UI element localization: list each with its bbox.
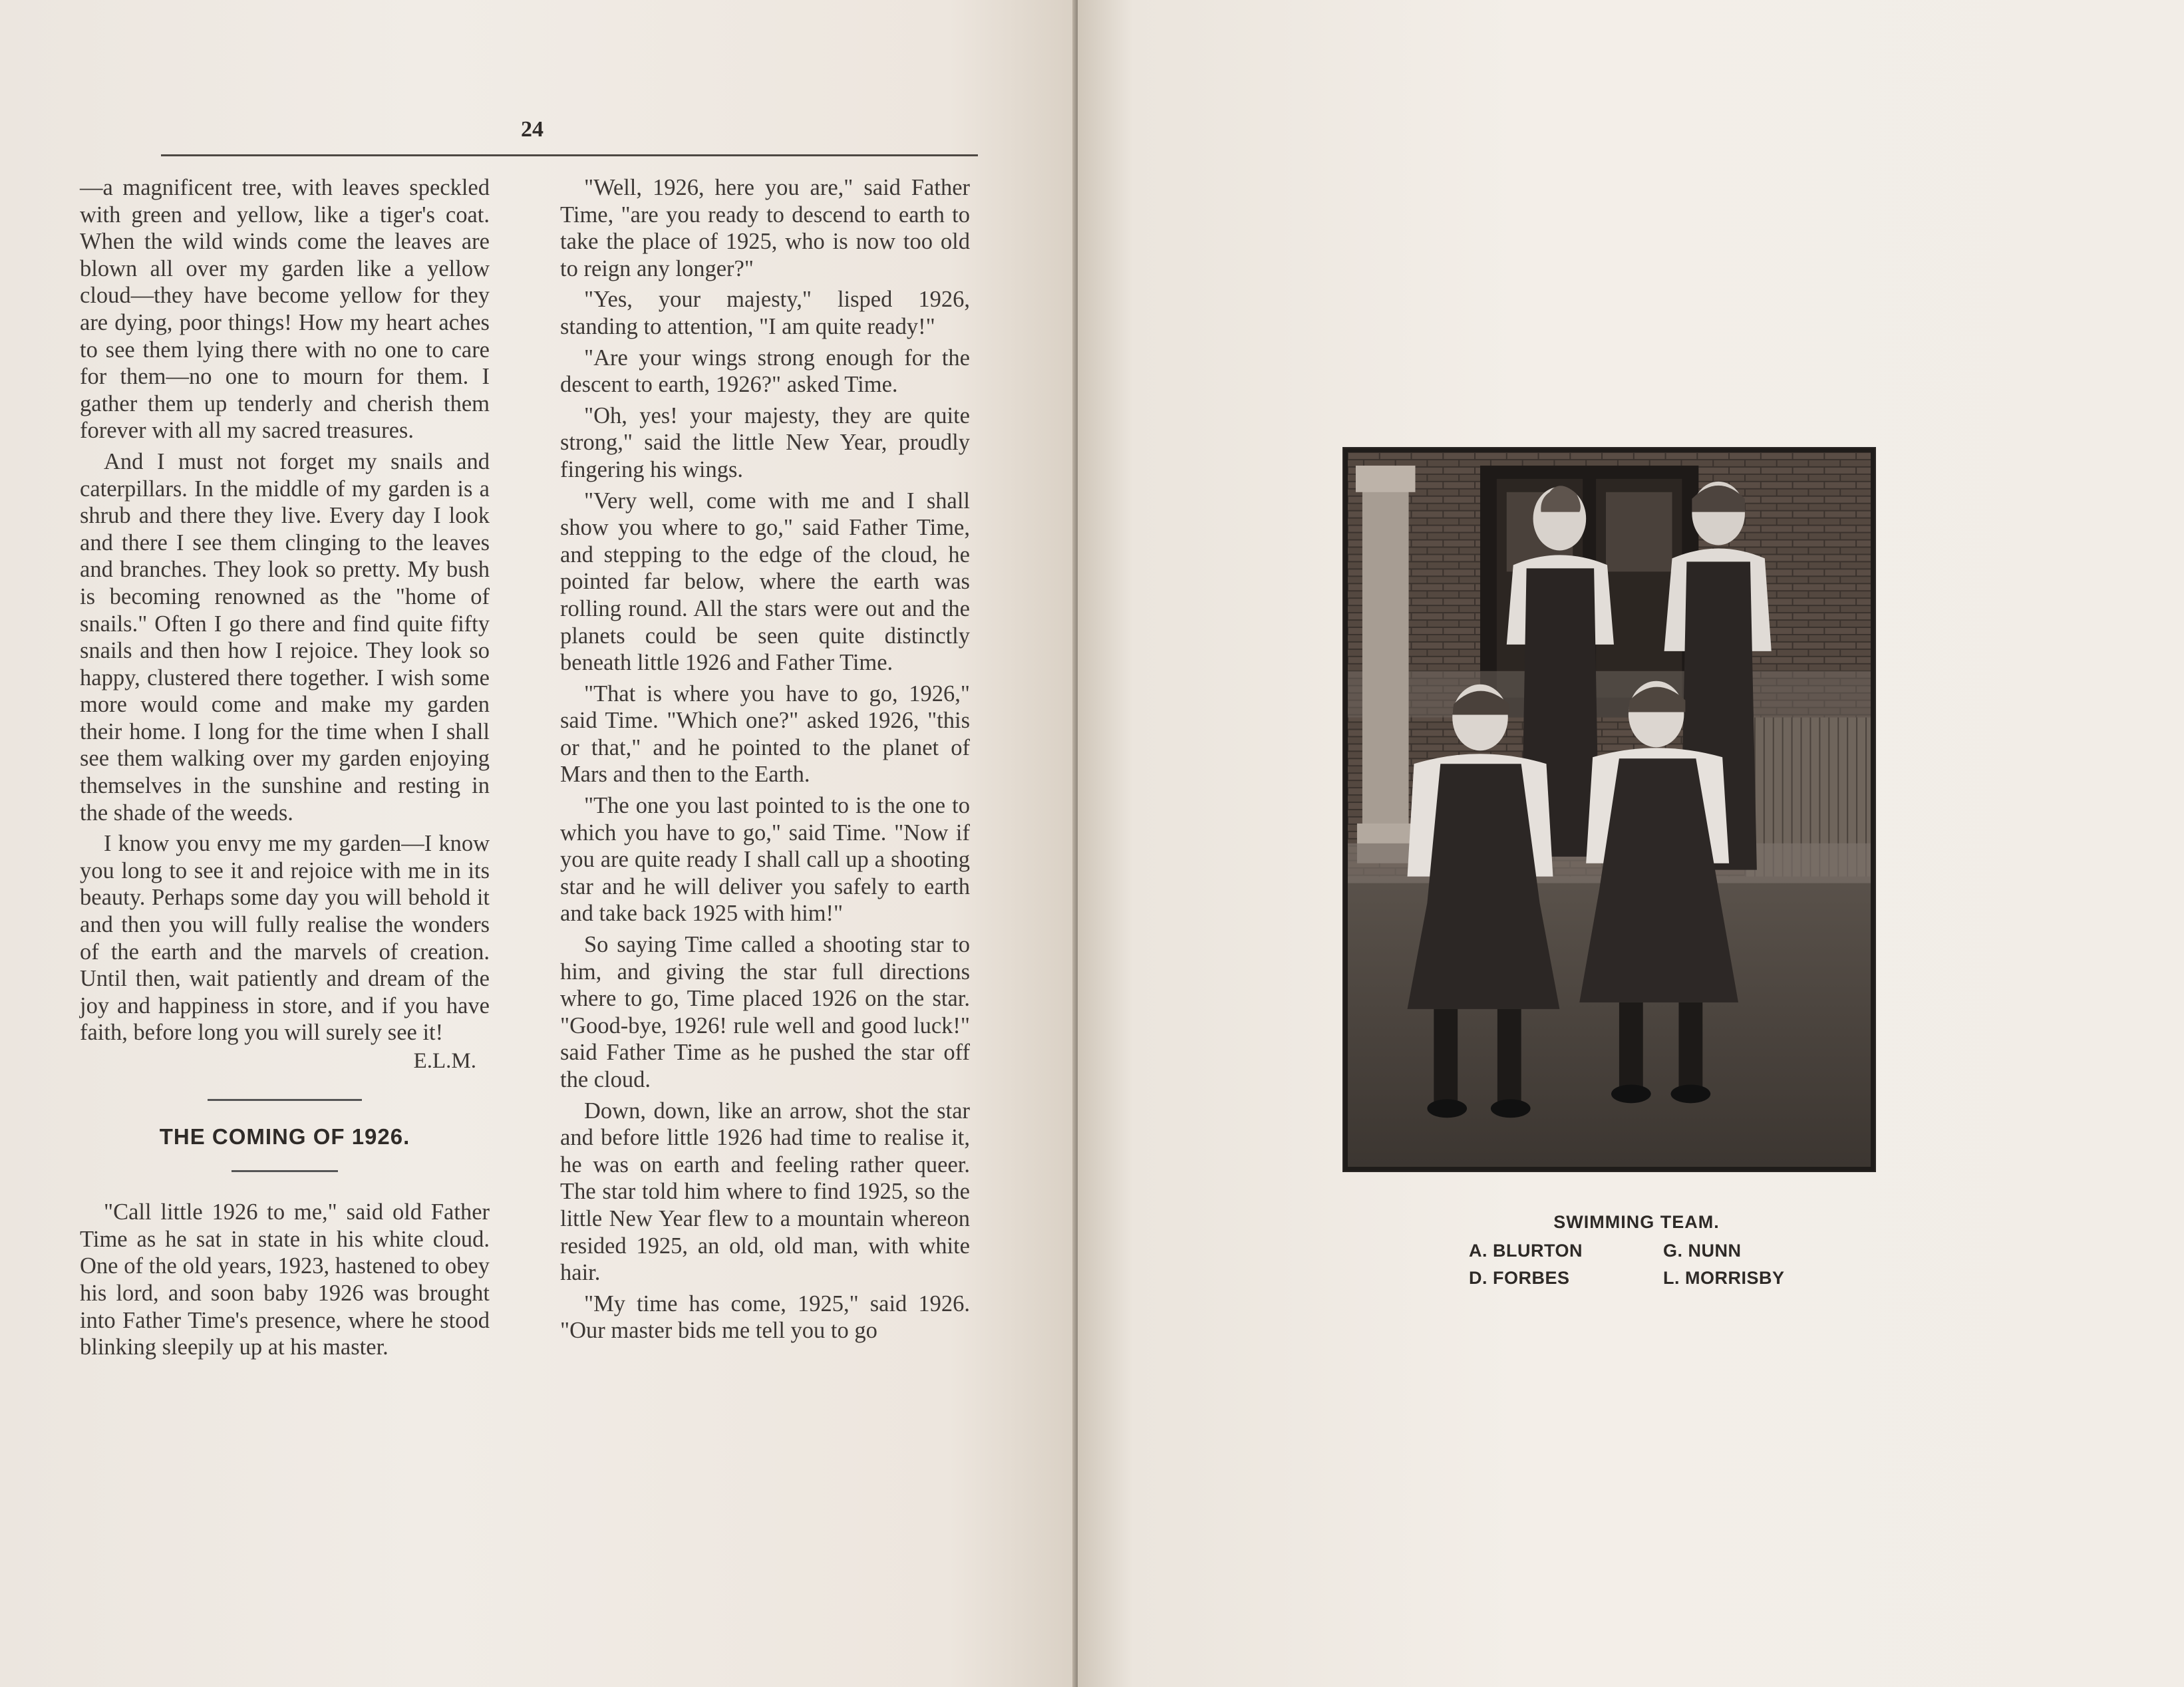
paragraph: And I must not forget my snails and caterpillars. In the middle of my garden is a shrub and there they live. Every day I look and there I see them clinging to the leaves and branches. They look so pretty. My bush is becoming renowned as the "home of snails." Often I go there and find quite fifty snails and then how I rejoice. They look so happy, clustered there together. I wish some more would come and make my garden their home. I long for the time when I shall see them walking over my garden enjoying themselves in the sunshine and resting in the shade of the weeds.	[80, 448, 490, 826]
team-member-name: L. MORRISBY	[1663, 1268, 1785, 1288]
section-title: THE COMING OF 1926.	[159, 1124, 410, 1149]
page-number: 24	[521, 117, 544, 142]
paragraph: "My time has come, 1925," said 1926. "Our master bids me tell you to go	[560, 1291, 970, 1344]
paragraph: "Call little 1926 to me," said old Father Time as he sat in state in his white cloud. One of the old years, 1923, hastened to obey his lord, and soon baby 1926 was brought into Father Time's presence, where he stood blinking sleepily up at his master.	[80, 1199, 490, 1360]
paragraph: —a magnificent tree, with leaves speckled with green and yellow, like a tiger's coat. When the wild winds come the leaves are blown all over my garden like a yellow cloud—they have become yellow for they are dying, poor things! How my heart aches to see them lying there with no one to care for them—no one to mourn for them. I gather them up tenderly and cherish them forever with all my sacred treasures.	[80, 175, 490, 444]
section-divider	[208, 1099, 362, 1101]
team-member-name: A. BLURTON	[1469, 1241, 1583, 1261]
paragraph: Down, down, like an arrow, shot the star and before little 1926 had time to realise it, he was on earth and feeling rather queer. The star told him where to find 1925, so the little New Year flew to a mountain whereon resided 1925, an old, old man, with white hair.	[560, 1098, 970, 1286]
photograph-image	[1348, 452, 1871, 1167]
author-signature: E.L.M.	[413, 1049, 476, 1073]
title-underline	[232, 1170, 338, 1172]
header-rule	[161, 154, 978, 156]
paragraph: "Are your wings strong enough for the descent to earth, 1926?" asked Time.	[560, 345, 970, 398]
left-page	[0, 0, 1078, 1687]
paragraph: I know you envy me my garden—I know you long to see it and rejoice with me in its beauty. Perhaps some day you will behold it and then you will fully realise the wonders of the earth and the marvels of creation. Until then, wait patiently and dream of the joy and happiness in store, and if you have faith, before long you will surely see it!	[80, 831, 490, 1046]
team-member-name: D. FORBES	[1469, 1268, 1570, 1288]
paragraph: "Very well, come with me and I shall show you where to go," said Father Time, and stepping to the edge of the cloud, he pointed far below, where the earth was rolling round. All the stars were out and the planets could be seen quite distinctly beneath little 1926 and Father Time.	[560, 488, 970, 676]
team-photograph	[1342, 447, 1876, 1172]
right-column	[560, 174, 970, 1348]
paragraph: "That is where you have to go, 1926," said Time. "Which one?" asked 1926, "this or that," and he pointed to the planet of Mars and then to the Earth.	[560, 681, 970, 788]
paragraph: So saying Time called a shooting star to him, and giving the star full directions where to go, Time placed 1926 on the star. "Good-bye, 1926! rule well and good luck!" said Father Time as he pushed the star off the cloud.	[560, 932, 970, 1092]
left-column	[80, 174, 490, 1365]
photo-caption	[1457, 1212, 1816, 1289]
team-member-names	[1457, 1241, 1816, 1289]
team-member-name: G. NUNN	[1663, 1241, 1742, 1261]
paragraph: "Well, 1926, here you are," said Father Time, "are you ready to descend to earth to take the place of 1925, who is now too old to reign any longer?"	[560, 175, 970, 281]
paragraph: "The one you last pointed to is the one to which you have to go," said Time. "Now if you are quite ready I shall call up a shooting star and he will deliver you safely to earth and take back 1925 with him!"	[560, 793, 970, 927]
caption-title: SWIMMING TEAM.	[1553, 1212, 1720, 1232]
paragraph: "Yes, your majesty," lisped 1926, standing to attention, "I am quite ready!"	[560, 287, 970, 339]
paragraph: "Oh, yes! your majesty, they are quite strong," said the little New Year, proudly fingering his wings.	[560, 402, 970, 482]
